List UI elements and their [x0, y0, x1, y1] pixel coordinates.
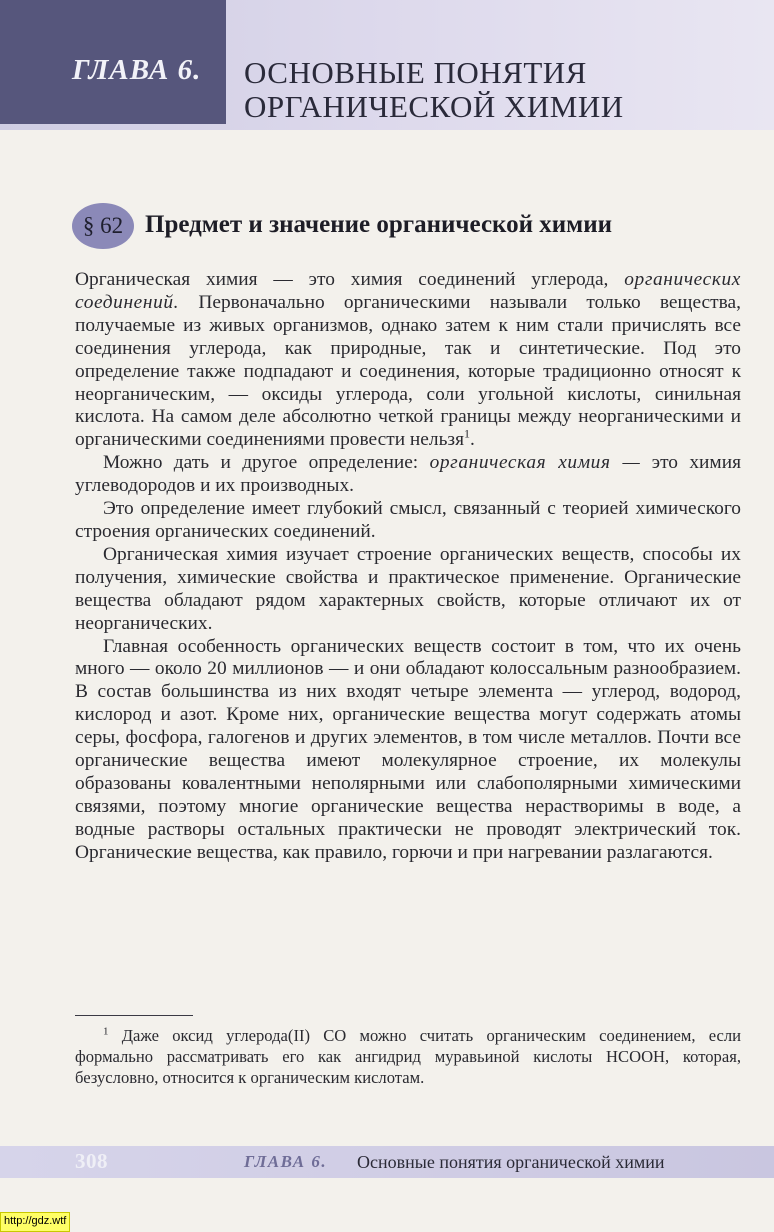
- paragraph-1: [75, 269, 741, 452]
- footnote-text: Даже оксид углерода(II) CO можно считать органическим соединением, если формально рассматривать его как ангидрид муравьиной кислоты HCOOH, которая, безусловно, относится к органическим кислотам.: [75, 1026, 741, 1087]
- chapter-title-line-2: ОРГАНИЧЕСКОЙ ХИМИИ: [244, 89, 624, 124]
- main-text: [75, 269, 741, 865]
- footnote: [75, 1025, 741, 1088]
- paragraph-2-text-b: это химия углеводородов и их производных.: [75, 452, 741, 497]
- chapter-header-band: [0, 0, 774, 130]
- paragraph-1-emphasis: органических соединений.: [75, 269, 741, 313]
- footnote-marker: 1: [103, 1025, 109, 1038]
- chapter-title: [244, 56, 624, 124]
- footnote-divider: [75, 1015, 193, 1016]
- footer-chapter-title: Основные понятия органической химии: [357, 1152, 665, 1172]
- paragraph-1-end: .: [470, 429, 475, 451]
- page-number: 308: [75, 1149, 108, 1173]
- footnote-reference[interactable]: 1: [464, 426, 471, 441]
- paragraph-5: Главная особенность органических веществ состоит в том, что их очень много — около 20 миллионов — и они обладают колоссальным разнообразием. В состав большинства из них входят четыре элемента — углерод, водород, кислород и азот. Кроме них, органические вещества могут содержать атомы серы, фосфора, галогенов и других элементов, в том числе металлов. Почти все органические вещества имеют молекулярное строение, их молекулы образованы ковалентными неполярными или слабополярными химическими связями, поэтому многие органические вещества нерастворимы в воде, а водные растворы остальных практически не проводят электрический ток. Органические вещества, как правило, горючи и при нагревании разлагаются.: [75, 635, 741, 863]
- chapter-label: ГЛАВА 6.: [72, 54, 202, 86]
- paragraph-3: Это определение имеет глубокий смысл, связанный с теорией химического строения органических соединений.: [75, 498, 741, 542]
- paragraph-2-emphasis: органическая химия —: [429, 452, 641, 474]
- paragraph-2-text-a: Можно дать и другое определение:: [103, 452, 430, 474]
- chapter-label-box: [0, 0, 226, 124]
- paragraph-2: [75, 452, 741, 498]
- paragraph-4: Органическая химия изучает строение органических веществ, способы их получения, химические свойства и практическое применение. Органические вещества обладают рядом характерных свойств, которые отличают их от неорганических.: [75, 543, 741, 634]
- paragraph-1-text-a: Органическая химия — это химия соединений углерода,: [75, 269, 625, 290]
- paragraph-1-text-b: Первоначально органическими называли только вещества, получаемые из живых организмов, однако затем к ним стали причислять все соединения углерода, как природные, так и синтетические. Под это определение также подпадают и соединения, которые традиционно относят к неорганическим, — оксиды углерода, соли угольной кислоты, синильная кислота. На самом деле абсолютно четкой границы между неорганическими и органическими соединениями провести нельзя: [75, 291, 741, 451]
- section-title: Предмет и значение органической химии: [145, 211, 613, 238]
- section-number-badge: § 62: [72, 203, 134, 249]
- chapter-title-line-1: ОСНОВНЫЕ ПОНЯТИЯ: [244, 55, 587, 90]
- footer-chapter-label: ГЛАВА 6.: [244, 1152, 328, 1171]
- watermark-link[interactable]: http://gdz.wtf: [0, 1212, 70, 1232]
